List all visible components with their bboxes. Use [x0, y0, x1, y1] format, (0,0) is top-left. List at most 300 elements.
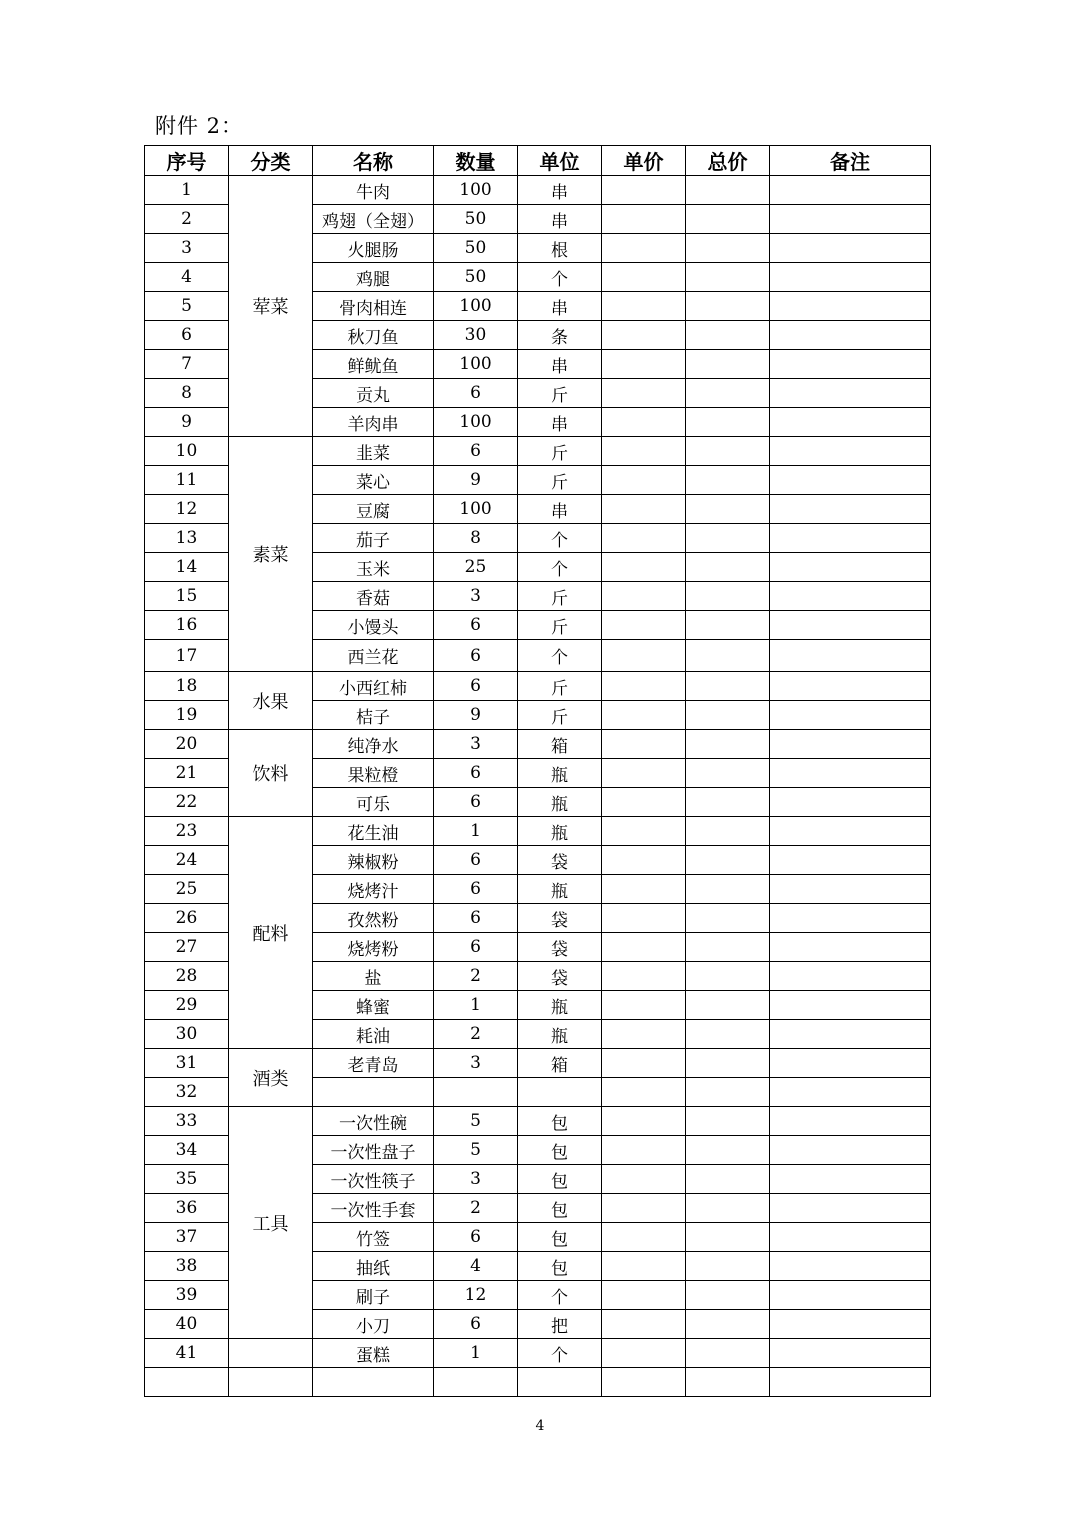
cell-remarks	[770, 263, 931, 292]
cell-unit: 个	[518, 263, 602, 292]
header-name: 名称	[313, 146, 434, 176]
cell-quantity	[434, 1368, 518, 1397]
header-category: 分类	[229, 146, 313, 176]
cell-remarks	[770, 817, 931, 846]
cell-serial: 31	[145, 1049, 229, 1078]
cell-unit: 个	[518, 553, 602, 582]
cell-serial: 2	[145, 205, 229, 234]
cell-unit-price	[602, 321, 686, 350]
header-remarks: 备注	[770, 146, 931, 176]
cell-remarks	[770, 408, 931, 437]
cell-name: 竹签	[313, 1223, 434, 1252]
cell-unit-price	[602, 672, 686, 701]
cell-unit-price	[602, 1252, 686, 1281]
cell-total-price	[686, 1020, 770, 1049]
cell-unit: 瓶	[518, 788, 602, 817]
cell-serial: 3	[145, 234, 229, 263]
cell-unit: 个	[518, 640, 602, 672]
cell-remarks	[770, 437, 931, 466]
cell-name: 茄子	[313, 524, 434, 553]
cell-name: 一次性手套	[313, 1194, 434, 1223]
cell-unit-price	[602, 788, 686, 817]
cell-total-price	[686, 176, 770, 205]
cell-serial: 24	[145, 846, 229, 875]
cell-name: 香菇	[313, 582, 434, 611]
cell-serial: 25	[145, 875, 229, 904]
cell-unit-price	[602, 582, 686, 611]
header-serial: 序号	[145, 146, 229, 176]
cell-total-price	[686, 437, 770, 466]
cell-serial: 38	[145, 1252, 229, 1281]
cell-unit: 瓶	[518, 817, 602, 846]
cell-name: 耗油	[313, 1020, 434, 1049]
cell-name: 小刀	[313, 1310, 434, 1339]
cell-quantity: 3	[434, 730, 518, 759]
cell-unit-price	[602, 234, 686, 263]
cell-unit: 条	[518, 321, 602, 350]
cell-name	[313, 1368, 434, 1397]
cell-total-price	[686, 1368, 770, 1397]
cell-serial: 33	[145, 1107, 229, 1136]
cell-quantity: 6	[434, 846, 518, 875]
cell-name: 贡丸	[313, 379, 434, 408]
cell-quantity: 6	[434, 788, 518, 817]
cell-unit-price	[602, 1368, 686, 1397]
cell-total-price	[686, 817, 770, 846]
cell-quantity: 100	[434, 176, 518, 205]
cell-total-price	[686, 846, 770, 875]
cell-unit: 斤	[518, 466, 602, 495]
cell-remarks	[770, 846, 931, 875]
cell-remarks	[770, 1194, 931, 1223]
cell-name: 盐	[313, 962, 434, 991]
cell-unit-price	[602, 1165, 686, 1194]
cell-quantity: 12	[434, 1281, 518, 1310]
table-row	[145, 672, 931, 701]
cell-name: 一次性碗	[313, 1107, 434, 1136]
cell-unit-price	[602, 408, 686, 437]
cell-total-price	[686, 904, 770, 933]
cell-remarks	[770, 234, 931, 263]
cell-unit: 袋	[518, 904, 602, 933]
cell-quantity: 6	[434, 759, 518, 788]
table-row	[145, 817, 931, 846]
cell-unit: 包	[518, 1194, 602, 1223]
cell-total-price	[686, 1310, 770, 1339]
cell-unit: 斤	[518, 701, 602, 730]
cell-remarks	[770, 1136, 931, 1165]
cell-serial: 30	[145, 1020, 229, 1049]
cell-name: 刷子	[313, 1281, 434, 1310]
cell-unit: 串	[518, 205, 602, 234]
cell-unit: 包	[518, 1252, 602, 1281]
cell-serial: 15	[145, 582, 229, 611]
cell-serial: 20	[145, 730, 229, 759]
cell-serial: 35	[145, 1165, 229, 1194]
cell-total-price	[686, 524, 770, 553]
cell-total-price	[686, 1049, 770, 1078]
cell-unit: 袋	[518, 962, 602, 991]
cell-remarks	[770, 672, 931, 701]
table-row	[145, 730, 931, 759]
cell-unit-price	[602, 1136, 686, 1165]
cell-serial	[145, 1368, 229, 1397]
cell-quantity: 1	[434, 991, 518, 1020]
cell-serial: 9	[145, 408, 229, 437]
cell-quantity: 2	[434, 1194, 518, 1223]
cell-remarks	[770, 991, 931, 1020]
cell-unit: 斤	[518, 672, 602, 701]
cell-remarks	[770, 904, 931, 933]
cell-total-price	[686, 234, 770, 263]
cell-serial: 10	[145, 437, 229, 466]
cell-quantity: 50	[434, 263, 518, 292]
cell-name: 烧烤粉	[313, 933, 434, 962]
cell-total-price	[686, 466, 770, 495]
cell-unit-price	[602, 991, 686, 1020]
cell-serial: 16	[145, 611, 229, 640]
cell-serial: 17	[145, 640, 229, 672]
table-row	[145, 1049, 931, 1078]
cell-remarks	[770, 553, 931, 582]
cell-total-price	[686, 1107, 770, 1136]
cell-serial: 32	[145, 1078, 229, 1107]
cell-name: 一次性筷子	[313, 1165, 434, 1194]
cell-name: 羊肉串	[313, 408, 434, 437]
cell-serial: 41	[145, 1339, 229, 1368]
cell-unit-price	[602, 759, 686, 788]
cell-serial: 27	[145, 933, 229, 962]
cell-remarks	[770, 1049, 931, 1078]
cell-name: 菜心	[313, 466, 434, 495]
cell-unit: 串	[518, 350, 602, 379]
cell-total-price	[686, 962, 770, 991]
cell-unit-price	[602, 524, 686, 553]
cell-remarks	[770, 730, 931, 759]
cell-total-price	[686, 1339, 770, 1368]
cell-remarks	[770, 611, 931, 640]
cell-category-meat: 荤菜	[229, 176, 313, 437]
cell-total-price	[686, 292, 770, 321]
cell-quantity: 100	[434, 350, 518, 379]
cell-remarks	[770, 1368, 931, 1397]
cell-total-price	[686, 1194, 770, 1223]
cell-unit: 斤	[518, 437, 602, 466]
cell-serial: 12	[145, 495, 229, 524]
cell-quantity: 1	[434, 817, 518, 846]
cell-quantity: 9	[434, 466, 518, 495]
cell-quantity: 6	[434, 1223, 518, 1252]
cell-name: 蜂蜜	[313, 991, 434, 1020]
header-unit: 单位	[518, 146, 602, 176]
cell-serial: 22	[145, 788, 229, 817]
table-row	[145, 1339, 931, 1368]
cell-quantity: 1	[434, 1339, 518, 1368]
cell-name: 牛肉	[313, 176, 434, 205]
cell-unit-price	[602, 1049, 686, 1078]
cell-total-price	[686, 788, 770, 817]
cell-name: 辣椒粉	[313, 846, 434, 875]
cell-name: 豆腐	[313, 495, 434, 524]
cell-total-price	[686, 263, 770, 292]
cell-total-price	[686, 582, 770, 611]
page-number: 4	[535, 1418, 545, 1434]
cell-quantity: 50	[434, 205, 518, 234]
cell-remarks	[770, 788, 931, 817]
cell-unit-price	[602, 350, 686, 379]
cell-total-price	[686, 730, 770, 759]
cell-unit: 斤	[518, 582, 602, 611]
cell-quantity: 100	[434, 408, 518, 437]
cell-quantity: 50	[434, 234, 518, 263]
cell-unit-price	[602, 495, 686, 524]
cell-name: 骨肉相连	[313, 292, 434, 321]
cell-total-price	[686, 321, 770, 350]
cell-name	[313, 1078, 434, 1107]
cell-remarks	[770, 1281, 931, 1310]
cell-remarks	[770, 1078, 931, 1107]
cell-category-fruit: 水果	[229, 672, 313, 730]
cell-name: 一次性盘子	[313, 1136, 434, 1165]
cell-unit: 包	[518, 1136, 602, 1165]
header-quantity: 数量	[434, 146, 518, 176]
table-row	[145, 437, 931, 466]
cell-serial: 11	[145, 466, 229, 495]
cell-total-price	[686, 1223, 770, 1252]
cell-quantity: 4	[434, 1252, 518, 1281]
cell-name: 玉米	[313, 553, 434, 582]
cell-category-vegetables: 素菜	[229, 437, 313, 672]
cell-unit: 袋	[518, 933, 602, 962]
cell-name: 韭菜	[313, 437, 434, 466]
cell-serial: 13	[145, 524, 229, 553]
cell-total-price	[686, 701, 770, 730]
cell-name: 老青岛	[313, 1049, 434, 1078]
cell-unit-price	[602, 875, 686, 904]
attachment-caption: 附件 2：	[155, 114, 244, 138]
cell-name: 鸡腿	[313, 263, 434, 292]
cell-remarks	[770, 582, 931, 611]
cell-unit-price	[602, 904, 686, 933]
cell-unit: 把	[518, 1310, 602, 1339]
cell-quantity: 3	[434, 582, 518, 611]
cell-remarks	[770, 701, 931, 730]
cell-remarks	[770, 176, 931, 205]
cell-quantity: 5	[434, 1107, 518, 1136]
cell-total-price	[686, 991, 770, 1020]
cell-unit: 瓶	[518, 759, 602, 788]
cell-name: 花生油	[313, 817, 434, 846]
cell-unit: 根	[518, 234, 602, 263]
cell-quantity: 8	[434, 524, 518, 553]
cell-name: 纯净水	[313, 730, 434, 759]
cell-serial: 23	[145, 817, 229, 846]
cell-remarks	[770, 379, 931, 408]
cell-remarks	[770, 1165, 931, 1194]
table-row	[145, 1107, 931, 1136]
cell-quantity: 9	[434, 701, 518, 730]
cell-remarks	[770, 1020, 931, 1049]
cell-name: 可乐	[313, 788, 434, 817]
header-total-price: 总价	[686, 146, 770, 176]
cell-serial: 8	[145, 379, 229, 408]
cell-unit-price	[602, 466, 686, 495]
cell-quantity: 3	[434, 1165, 518, 1194]
cell-name: 鸡翅（全翅）	[313, 205, 434, 234]
cell-remarks	[770, 1223, 931, 1252]
cell-unit: 斤	[518, 379, 602, 408]
cell-total-price	[686, 205, 770, 234]
cell-unit: 个	[518, 1281, 602, 1310]
cell-unit: 串	[518, 176, 602, 205]
cell-name: 西兰花	[313, 640, 434, 672]
table-row	[145, 176, 931, 205]
cell-remarks	[770, 205, 931, 234]
cell-remarks	[770, 962, 931, 991]
cell-serial: 39	[145, 1281, 229, 1310]
cell-remarks	[770, 1107, 931, 1136]
cell-serial: 37	[145, 1223, 229, 1252]
cell-quantity: 25	[434, 553, 518, 582]
cell-unit-price	[602, 1281, 686, 1310]
cell-unit-price	[602, 1194, 686, 1223]
cell-quantity: 6	[434, 933, 518, 962]
cell-serial: 34	[145, 1136, 229, 1165]
cell-quantity: 5	[434, 1136, 518, 1165]
cell-serial: 1	[145, 176, 229, 205]
cell-remarks	[770, 933, 931, 962]
cell-unit: 包	[518, 1223, 602, 1252]
cell-unit-price	[602, 1339, 686, 1368]
cell-remarks	[770, 466, 931, 495]
cell-serial: 26	[145, 904, 229, 933]
cell-unit: 串	[518, 408, 602, 437]
cell-serial: 7	[145, 350, 229, 379]
cell-total-price	[686, 350, 770, 379]
cell-category-drinks: 饮料	[229, 730, 313, 817]
cell-remarks	[770, 875, 931, 904]
cell-remarks	[770, 1252, 931, 1281]
cell-category-tools: 工具	[229, 1107, 313, 1339]
cell-remarks	[770, 640, 931, 672]
cell-unit: 串	[518, 292, 602, 321]
purchase-list-table	[144, 145, 931, 1397]
cell-name: 火腿肠	[313, 234, 434, 263]
cell-total-price	[686, 875, 770, 904]
cell-unit: 箱	[518, 1049, 602, 1078]
cell-unit: 包	[518, 1165, 602, 1194]
cell-total-price	[686, 553, 770, 582]
cell-total-price	[686, 672, 770, 701]
cell-total-price	[686, 379, 770, 408]
cell-unit-price	[602, 1020, 686, 1049]
cell-quantity: 6	[434, 1310, 518, 1339]
cell-total-price	[686, 933, 770, 962]
cell-category	[229, 1339, 313, 1368]
cell-unit-price	[602, 263, 686, 292]
cell-total-price	[686, 1252, 770, 1281]
cell-unit-price	[602, 1310, 686, 1339]
cell-serial: 6	[145, 321, 229, 350]
cell-unit-price	[602, 437, 686, 466]
cell-quantity: 100	[434, 292, 518, 321]
cell-unit-price	[602, 1078, 686, 1107]
cell-remarks	[770, 524, 931, 553]
cell-category-seasonings: 配料	[229, 817, 313, 1049]
cell-unit: 个	[518, 524, 602, 553]
cell-remarks	[770, 759, 931, 788]
cell-serial: 28	[145, 962, 229, 991]
cell-remarks	[770, 321, 931, 350]
cell-remarks	[770, 495, 931, 524]
cell-name: 鲜鱿鱼	[313, 350, 434, 379]
cell-total-price	[686, 611, 770, 640]
cell-name: 桔子	[313, 701, 434, 730]
cell-category-alcohol: 酒类	[229, 1049, 313, 1107]
cell-serial: 18	[145, 672, 229, 701]
cell-unit-price	[602, 817, 686, 846]
cell-total-price	[686, 495, 770, 524]
cell-name: 孜然粉	[313, 904, 434, 933]
cell-unit-price	[602, 1223, 686, 1252]
cell-remarks	[770, 1339, 931, 1368]
cell-quantity: 6	[434, 640, 518, 672]
cell-quantity: 6	[434, 437, 518, 466]
cell-quantity: 6	[434, 904, 518, 933]
cell-name: 果粒橙	[313, 759, 434, 788]
cell-total-price	[686, 408, 770, 437]
cell-unit: 箱	[518, 730, 602, 759]
cell-unit-price	[602, 379, 686, 408]
cell-unit: 包	[518, 1107, 602, 1136]
cell-quantity: 6	[434, 611, 518, 640]
cell-remarks	[770, 1310, 931, 1339]
cell-quantity: 2	[434, 1020, 518, 1049]
cell-quantity	[434, 1078, 518, 1107]
header-unit-price: 单价	[602, 146, 686, 176]
cell-serial: 29	[145, 991, 229, 1020]
cell-total-price	[686, 640, 770, 672]
cell-quantity: 6	[434, 875, 518, 904]
cell-serial: 36	[145, 1194, 229, 1223]
cell-serial: 19	[145, 701, 229, 730]
cell-unit-price	[602, 553, 686, 582]
cell-category	[229, 1368, 313, 1397]
cell-name: 秋刀鱼	[313, 321, 434, 350]
cell-name: 蛋糕	[313, 1339, 434, 1368]
cell-total-price	[686, 1136, 770, 1165]
cell-total-price	[686, 1165, 770, 1194]
cell-quantity: 3	[434, 1049, 518, 1078]
cell-unit: 个	[518, 1339, 602, 1368]
cell-unit-price	[602, 1107, 686, 1136]
cell-name: 小馒头	[313, 611, 434, 640]
cell-unit-price	[602, 701, 686, 730]
cell-quantity: 30	[434, 321, 518, 350]
cell-serial: 14	[145, 553, 229, 582]
table-row-empty	[145, 1368, 931, 1397]
table-header-row	[145, 146, 931, 176]
cell-total-price	[686, 759, 770, 788]
cell-total-price	[686, 1281, 770, 1310]
cell-remarks	[770, 292, 931, 321]
cell-serial: 5	[145, 292, 229, 321]
cell-unit	[518, 1078, 602, 1107]
cell-name: 小西红柿	[313, 672, 434, 701]
cell-unit-price	[602, 611, 686, 640]
cell-unit: 瓶	[518, 1020, 602, 1049]
cell-unit-price	[602, 962, 686, 991]
